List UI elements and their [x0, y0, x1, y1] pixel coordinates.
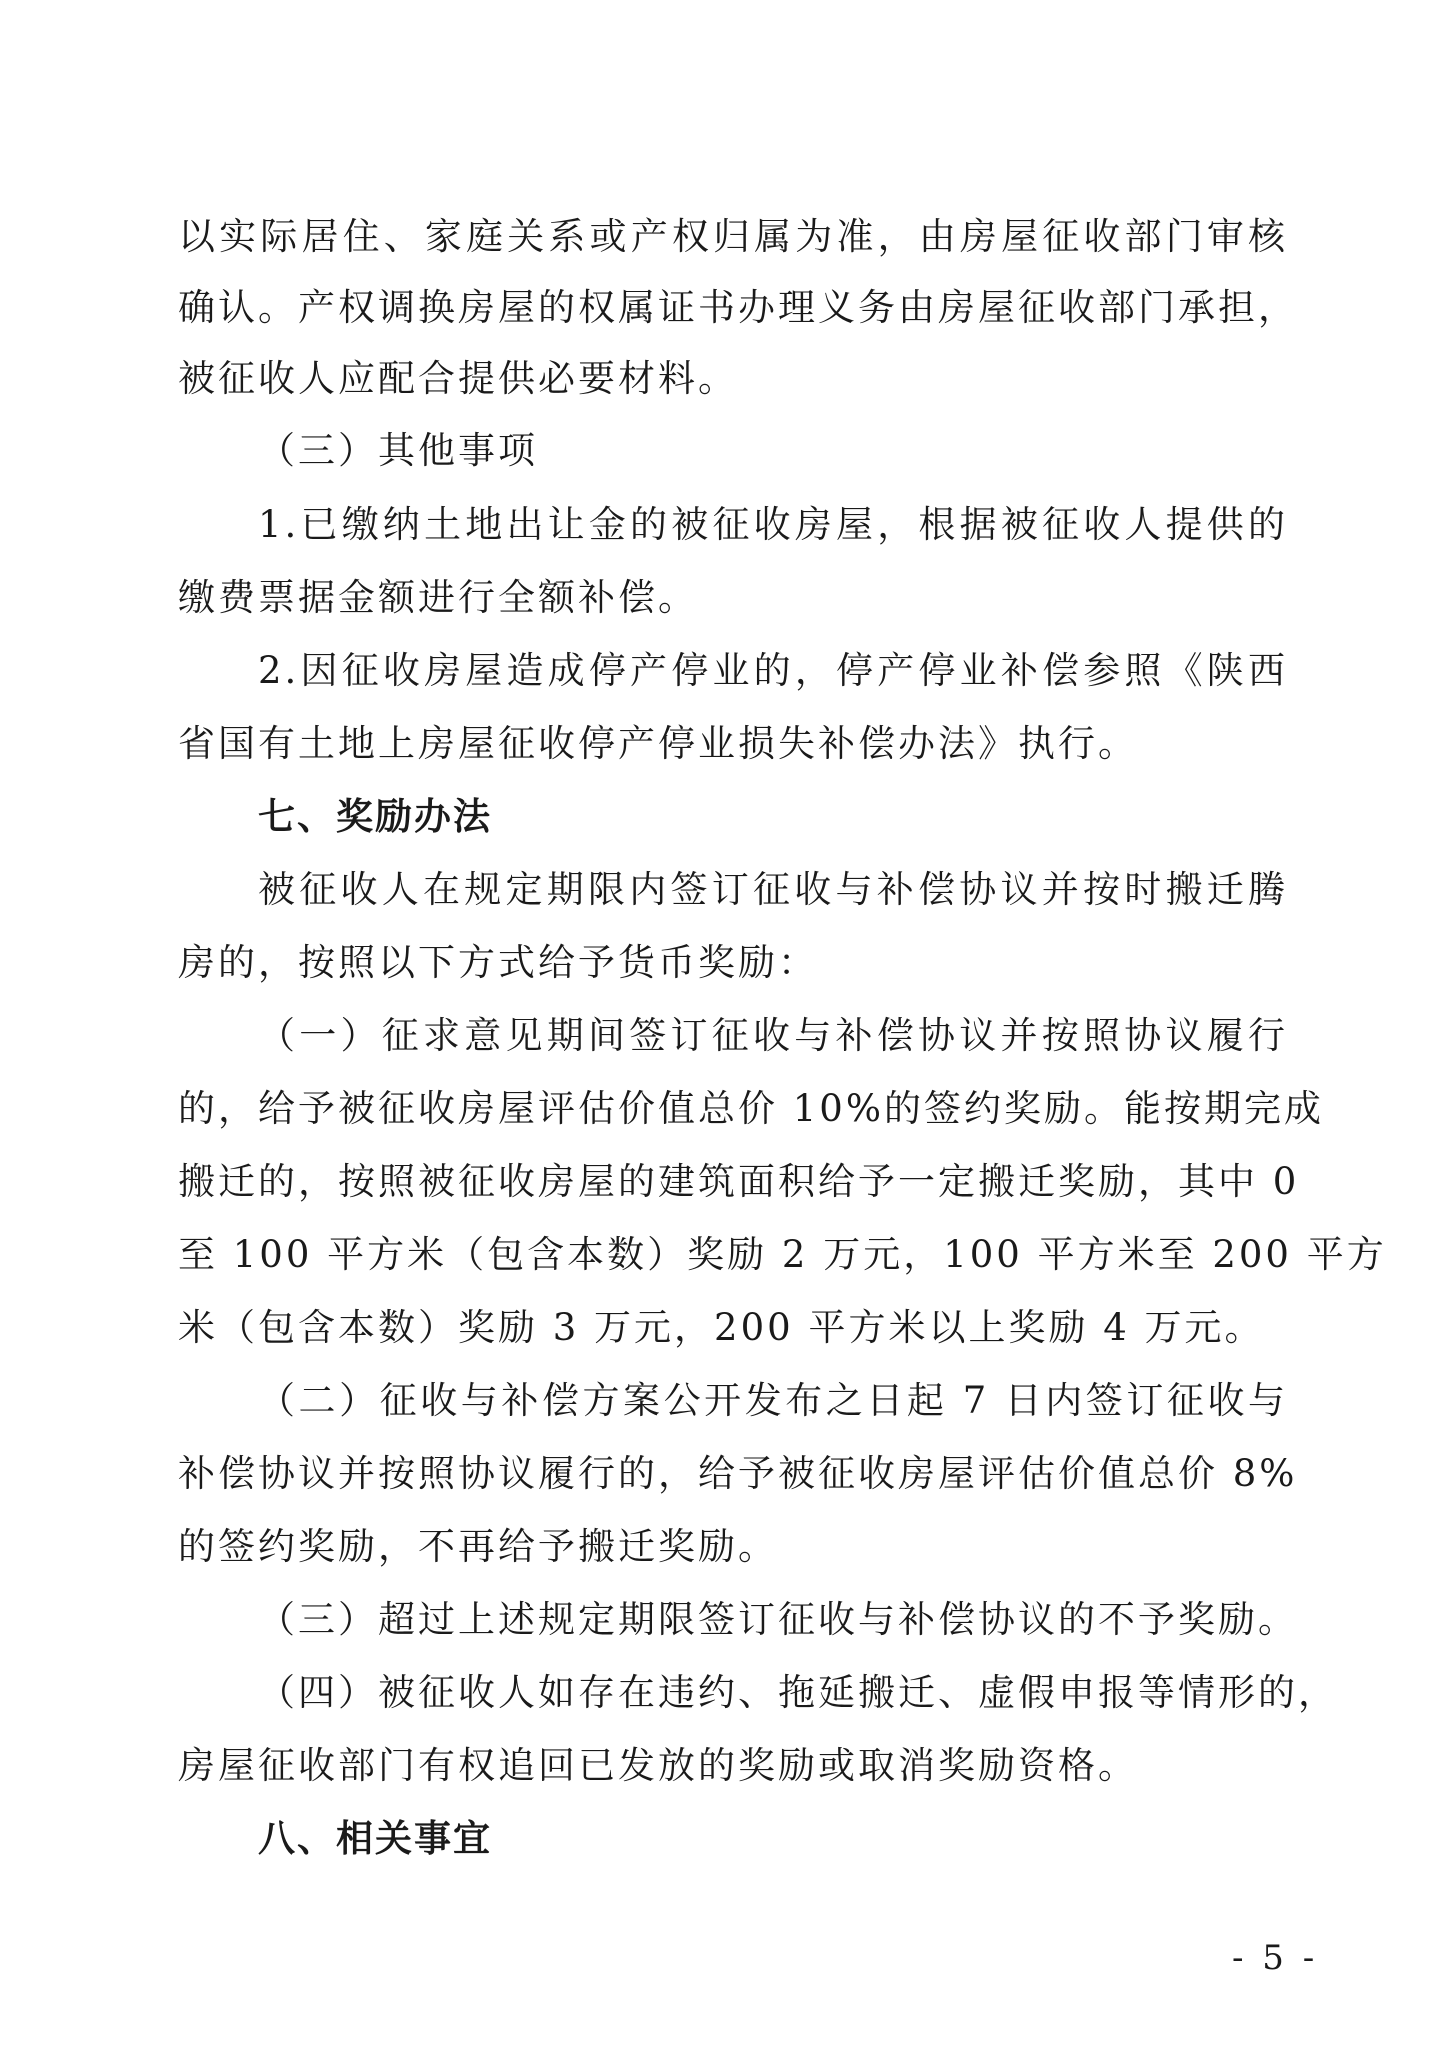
text-line: （四）被征收人如存在违约、拖延搬迁、虚假申报等情形的，	[258, 1671, 1338, 1714]
text-line: 的签约奖励，不再给予搬迁奖励。	[178, 1525, 778, 1568]
text-line: 米（包含本数）奖励 3 万元，200 平方米以上奖励 4 万元。	[178, 1306, 1265, 1349]
section-heading: 八、相关事宜	[258, 1817, 492, 1860]
text-line: 2.因征收房屋造成停产停业的，停产停业补偿参照《陕西	[258, 649, 1288, 692]
text-line: （三）超过上述规定期限签订征收与补偿协议的不予奖励。	[258, 1598, 1298, 1641]
text-line: 房的，按照以下方式给予货币奖励：	[178, 941, 818, 984]
text-line: （一）征求意见期间签订征收与补偿协议并按照协议履行	[258, 1014, 1288, 1057]
text-line: 的，给予被征收房屋评估价值总价 10%的签约奖励。能按期完成	[178, 1087, 1324, 1130]
text-line: 以实际居住、家庭关系或产权归属为准，由房屋征收部门审核	[178, 215, 1288, 258]
text-line: （二）征收与补偿方案公开发布之日起 7 日内签订征收与	[258, 1379, 1288, 1422]
text-line: 省国有土地上房屋征收停产停业损失补偿办法》执行。	[178, 722, 1138, 765]
text-line: 缴费票据金额进行全额补偿。	[178, 576, 698, 619]
text-line: 搬迁的，按照被征收房屋的建筑面积给予一定搬迁奖励，其中 0	[178, 1160, 1300, 1203]
text-line: 被征收人在规定期限内签订征收与补偿协议并按时搬迁腾	[258, 868, 1288, 911]
text-line: 确认。产权调换房屋的权属证书办理义务由房屋征收部门承担，	[178, 286, 1298, 329]
page-number: - 5 -	[1232, 1938, 1319, 1978]
text-line: 补偿协议并按照协议履行的，给予被征收房屋评估价值总价 8%	[178, 1452, 1298, 1495]
text-line: 1.已缴纳土地出让金的被征收房屋，根据被征收人提供的	[258, 503, 1288, 546]
section-subheading: （三）其他事项	[258, 429, 538, 472]
section-heading: 七、奖励办法	[258, 795, 492, 838]
text-line: 房屋征收部门有权追回已发放的奖励或取消奖励资格。	[178, 1744, 1138, 1787]
text-line: 被征收人应配合提供必要材料。	[178, 357, 738, 400]
text-line: 至 100 平方米（包含本数）奖励 2 万元，100 平方米至 200 平方	[178, 1233, 1387, 1276]
